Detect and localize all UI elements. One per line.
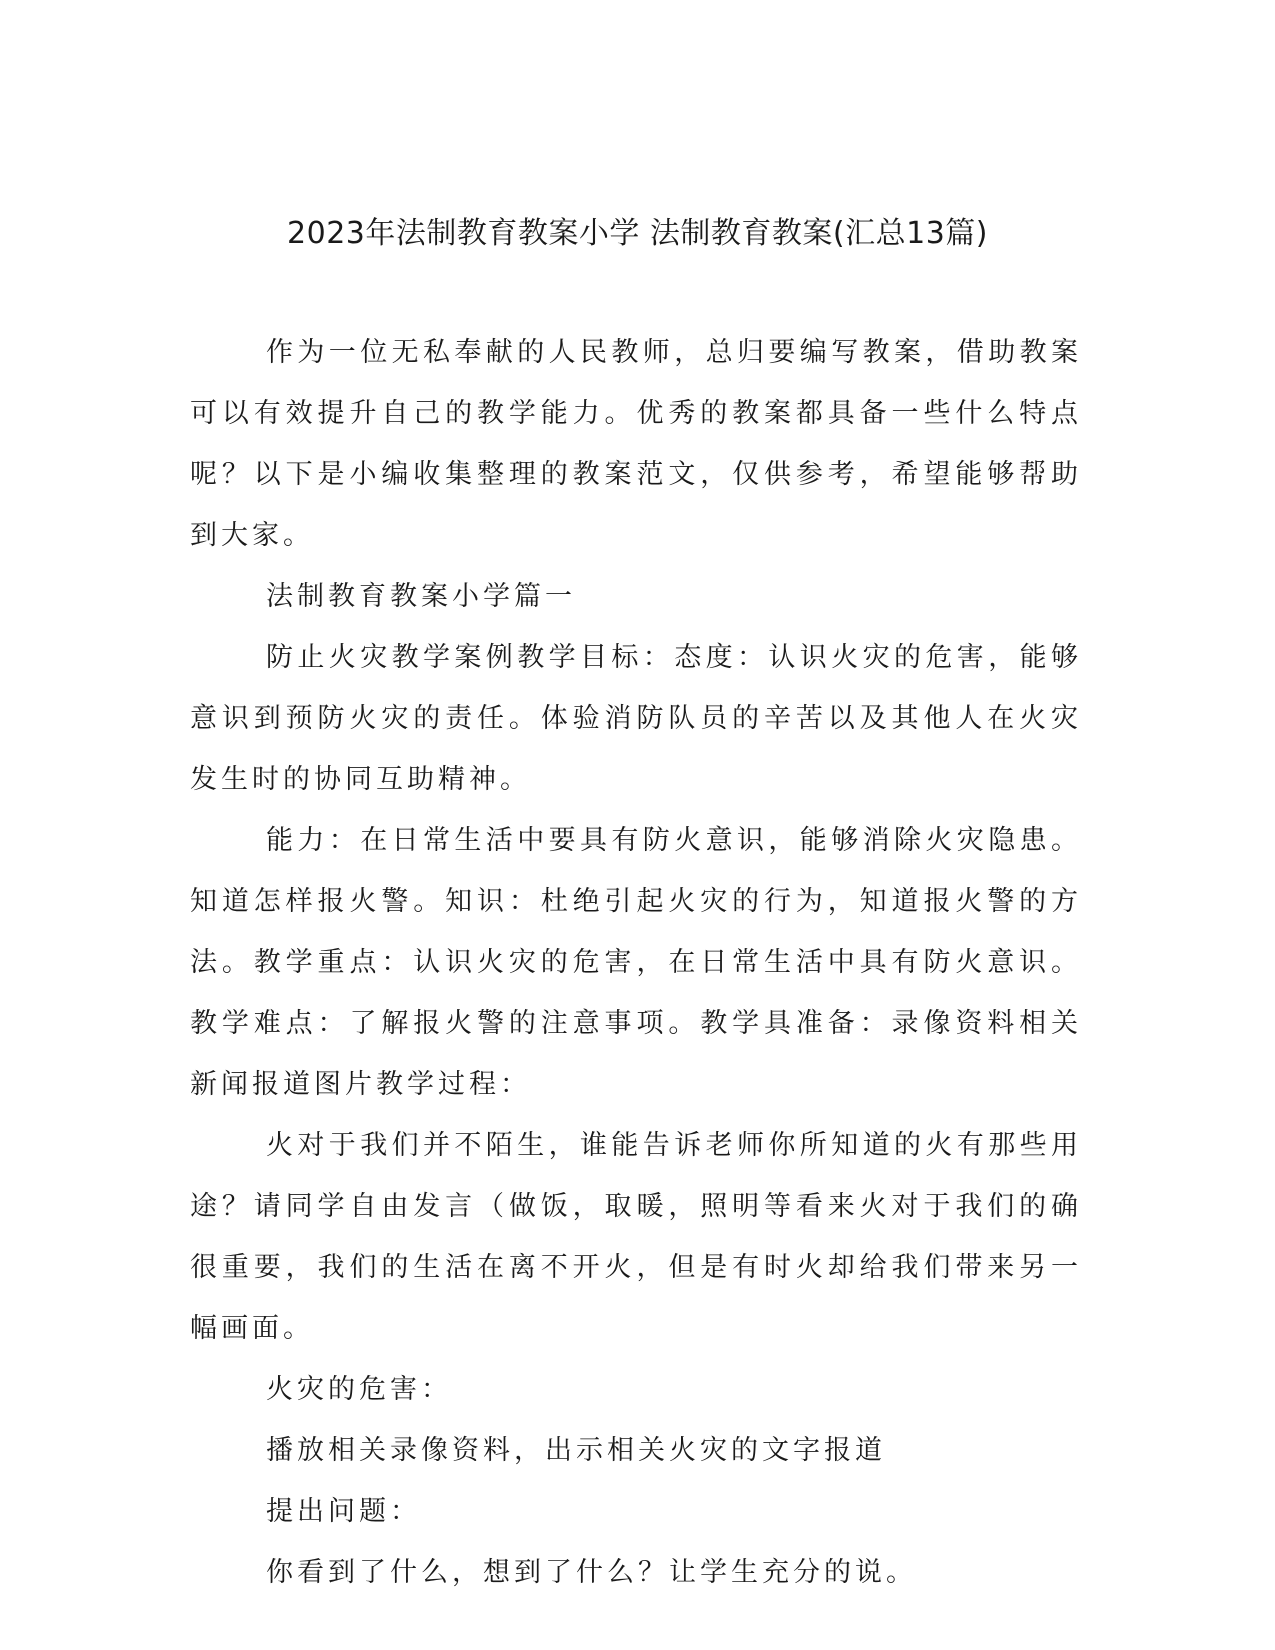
intro-paragraph: 作为一位无私奉献的人民教师，总归要编写教案，借助教案可以有效提升自己的教学能力。优秀的教案都具备一些什么特点呢？以下是小编收集整理的教案范文，仅供参考，希望能够帮助到大家。: [190, 337, 1082, 551]
document-body: [190, 322, 1082, 1603]
paragraph-objectives: 防止火灾教学案例教学目标：态度：认识火灾的危害，能够意识到预防火灾的责任。体验消防队员的辛苦以及其他人在火灾发生时的协同互助精神。: [190, 642, 1082, 795]
paragraph-discussion: 你看到了什么，想到了什么？让学生充分的说。: [266, 1557, 917, 1588]
paragraph-fire-uses: 火对于我们并不陌生，谁能告诉老师你所知道的火有那些用途？请同学自由发言（做饭，取暖，照明等看来火对于我们的确很重要，我们的生活在离不开火，但是有时火却给我们带来另一幅画面。: [190, 1130, 1082, 1344]
paragraph-fire-hazards: 火灾的危害：: [266, 1374, 452, 1405]
section-heading: 法制教育教案小学篇一: [266, 581, 576, 612]
paragraph-play-video: 播放相关录像资料，出示相关火灾的文字报道: [266, 1435, 886, 1466]
paragraph-ask-questions: 提出问题：: [266, 1496, 421, 1527]
paragraph-abilities: 能力：在日常生活中要具有防火意识，能够消除火灾隐患。知道怎样报火警。知识：杜绝引起火灾的行为，知道报火警的方法。教学重点：认识火灾的危害，在日常生活中具有防火意识。教学难点：了解报火警的注意事项。教学具准备：录像资料相关新闻报道图片教学过程：: [190, 825, 1082, 1100]
document-title: 2023年法制教育教案小学 法制教育教案(汇总13篇): [287, 216, 988, 251]
